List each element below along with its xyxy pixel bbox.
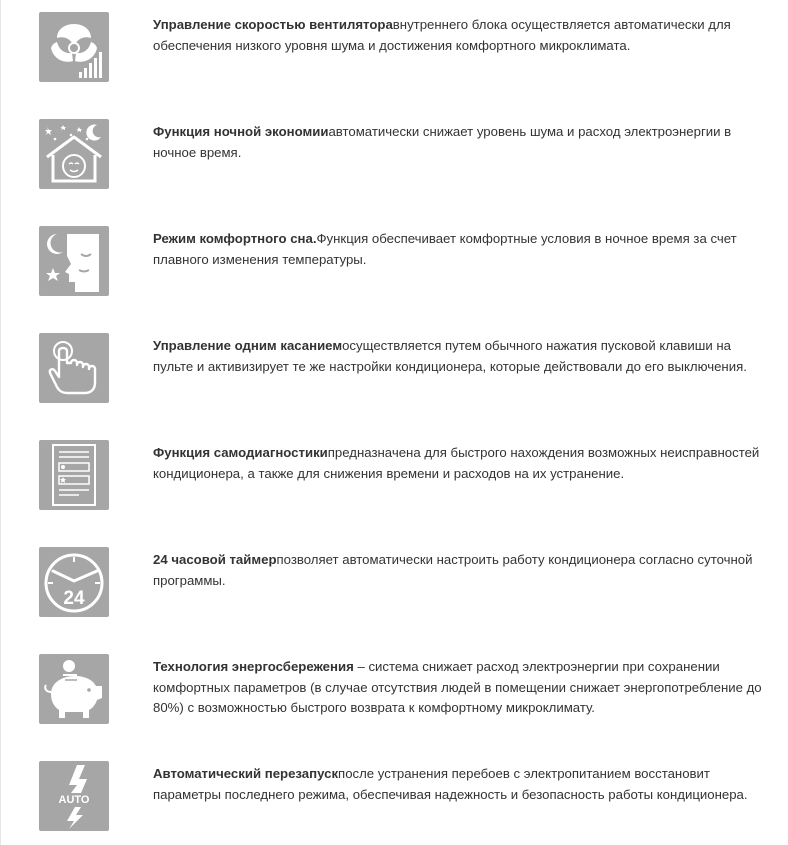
feature-description [153, 229, 768, 270]
feature-text: Функция обеспечивает комфортные условия в ночное время за счет плавного изменения температуры. [153, 231, 737, 267]
svg-text:24: 24 [63, 588, 85, 609]
feature-description [153, 122, 768, 163]
feature-description [153, 443, 768, 484]
auto-restart-lightning-icon [39, 761, 109, 831]
feature-description [153, 336, 768, 377]
feature-title: Функция самодиагностики [153, 445, 328, 460]
feature-title: Управление скоростью вентилятора [153, 17, 393, 32]
fan-speed-icon [39, 12, 109, 82]
feature-description [153, 15, 768, 56]
feature-title: Технология энергосбережения [153, 659, 354, 674]
feature-description [153, 764, 768, 805]
feature-title: 24 часовой таймер [153, 552, 277, 567]
feature-text: – система снижает расход электроэнергии при сохранении комфортных параметров (в случае отсутствия людей в помещении снижает энергопотребление до 80%) с возможностью быстрого возврата к комфортному микроклимату. [153, 659, 762, 715]
feature-description [153, 550, 768, 591]
feature-title: Режим комфортного сна. [153, 231, 317, 246]
feature-text: внутреннего блока осуществляется автоматически для обеспечения низкого уровня шума и достижения комфортного микроклимата. [153, 17, 731, 53]
feature-text: позволяет автоматически настроить работу кондиционера согласно суточной программы. [153, 552, 753, 588]
feature-text: автоматически снижает уровень шума и расход электроэнергии в ночное время. [153, 124, 732, 160]
night-economy-house-icon [39, 119, 109, 189]
clock-24-icon [39, 547, 109, 617]
sleep-face-moon-icon [39, 226, 109, 296]
feature-description [153, 657, 768, 719]
auto-label: AUTO [58, 794, 90, 806]
feature-title: Управление одним касанием [153, 338, 343, 353]
piggy-bank-icon [39, 654, 109, 724]
feature-title: Автоматический перезапуск [153, 766, 339, 781]
feature-text: после устранения перебоев с электропитанием восстановит параметры последнего режима, обеспечивая надежность и безопасность работы кондиционера. [153, 766, 748, 802]
touch-hand-icon [39, 333, 109, 403]
left-divider [0, 0, 1, 845]
diagnostic-report-icon [39, 440, 109, 510]
feature-text: осуществляется путем обычного нажатия пусковой клавиши на пульте и активизирует те же настройки кондиционера, которые действовали до его выключения. [153, 338, 747, 374]
feature-title: Функция ночной экономии [153, 124, 329, 139]
feature-text: предназначена для быстрого нахождения возможных неисправностей кондиционера, а также для снижения времени и расходов на их устранение. [153, 445, 760, 481]
